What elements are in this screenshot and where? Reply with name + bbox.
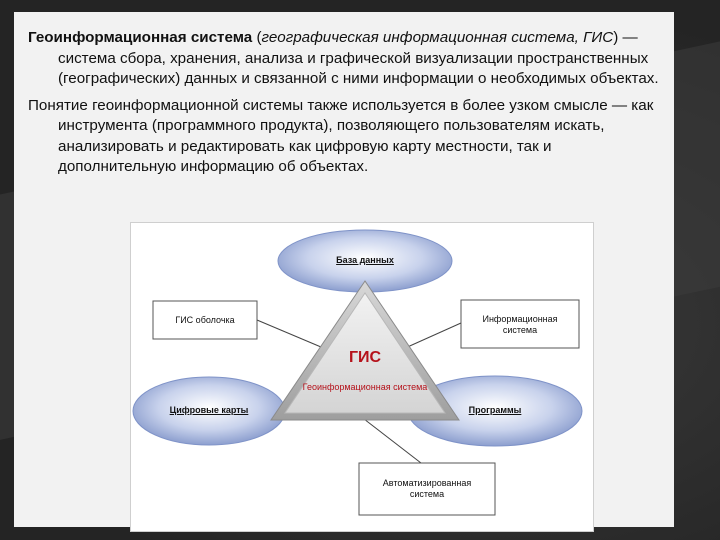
paragraph-definition — [28, 28, 668, 90]
diagram-shapes — [131, 223, 593, 531]
label-digital-maps: Цифровые карты — [169, 405, 249, 415]
gis-title: ГИС — [348, 349, 382, 366]
gis-subtitle: Геоинформационная система — [302, 382, 428, 392]
term-italic: географическая информационная система, ГИС — [261, 29, 614, 46]
gis-diagram — [130, 222, 594, 532]
connector-left-box — [257, 320, 321, 347]
connector-bottom-box — [364, 419, 421, 463]
label-programs: Программы — [468, 405, 522, 415]
open-paren: ( — [252, 29, 262, 46]
paragraph-narrow-sense: Понятие геоинформационной системы также используется в более узком смысле — как инструмента (программного продукта), позволяющего пользователям искать, анализировать и редактировать как цифровую карту местности, так и дополнительную информацию об объектах. — [28, 96, 654, 175]
label-gis-shell: ГИС оболочка — [175, 315, 235, 325]
term-bold: Геоинформационная система — [28, 29, 253, 46]
label-automated-system: Автоматизированная система — [382, 478, 472, 499]
label-database: База данных — [336, 255, 394, 265]
connector-right-box — [403, 323, 461, 349]
label-info-system: Информационная система — [482, 314, 558, 335]
slide-text — [28, 28, 668, 184]
definition-rest: ) — система сбора, хранения, анализа и графической визуализации пространственных (географических) данных и связанной с ними информации о необходимых объектах. — [58, 29, 659, 87]
